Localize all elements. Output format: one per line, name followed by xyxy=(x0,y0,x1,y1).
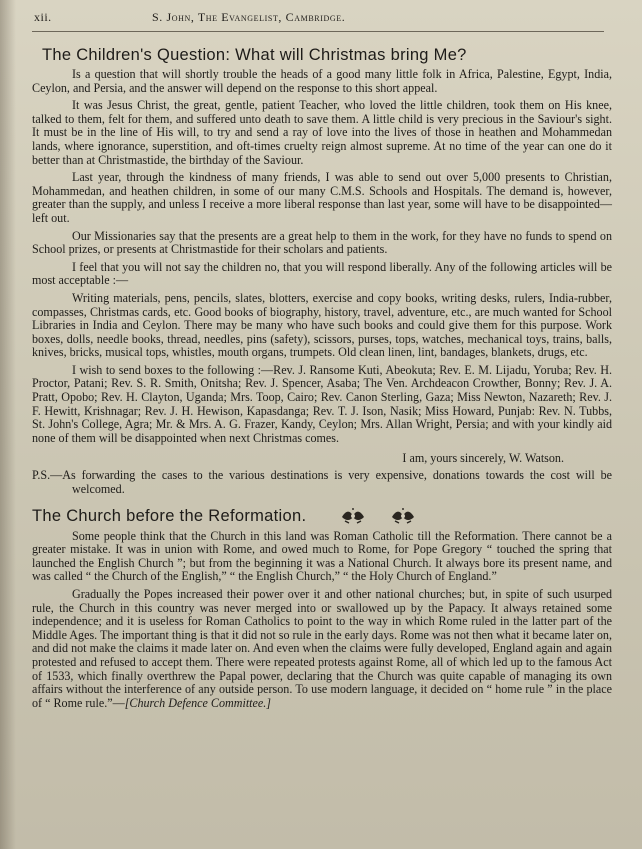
paragraph: Writing materials, pens, pencils, slates, blotters, exercise and copy books, writing desks, rulers, India-rubber, compasses, Christmas cards, etc. Good books of biography, history, travel, adventure, etc., are much wanted for School Libraries in India and Ceylon. There may be many who have such books and could give them for this purpose. Work boxes, dolls, needle books, thread, needles, pins (safety), scissors, purses, tops, watches, mechanical toys, trains, balls, knives, bricks, musical tops, whistles, mouth organs, trumpets. Old clean linen, lint, bandages, blankets, drugs, etc. xyxy=(32,290,612,360)
paragraph: Our Missionaries say that the presents are a great help to them in the work, for they have no funds to spend on School prizes, or presents at Christmastide for their scholars and patients. xyxy=(32,228,612,257)
running-head xyxy=(32,10,604,32)
page-number: xii. xyxy=(34,10,52,24)
article-body-church-reformation xyxy=(32,530,612,711)
paragraph: I wish to send boxes to the following :—Rev. J. Ransome Kuti, Abeokuta; Rev. E. M. Lijadu, Yoruba; Rev. H. Proctor, Patani; Rev. S. R. Smith, Onitsha; Rev. J. Spencer, Asaba; The Ven. Archdeacon Crowther, Bonny; Rev. J. A. Pratt, Opobo; Rev. H. Clayton, Uganda; Mrs. Toop, Cairo; Rev. Canon Sterling, Gaza; Miss Newton, Nazareth; Rev. J. F. Hewitt, Krishnagar; Rev. J. H. Hewison, Kapasdanga; Rev. T. J. Ison, Nasik; Miss Howard, Punjab: Rev. N. Tubbs, St. John's College, Agra; Mr. & Mrs. A. G. Frazer, Kandy, Ceylon; Mrs. Allan Wright, Persia; and with your kindly aid none of them will be disappointed when next Christmas comes. xyxy=(32,362,612,445)
paragraph xyxy=(32,588,612,710)
paragraph: Is a question that will shortly trouble the heads of a good many little folk in Africa, Palestine, Egypt, India, Ceylon, and Persia, and the answer will depend on the response to this short appeal. xyxy=(32,67,612,95)
floral-ornament-icon xyxy=(340,508,366,524)
paragraph-text: Gradually the Popes increased their power over it and other national churches; but, in spite of such usurped rule, the Church in this country was never merged into or swallowed up by the Papacy. It always retained some independence; and it is useless for Roman Catholics to point to the way in which Rome ruled in the latter part of the Middle Ages. The important thing is that it did not so rule in the early days. Rome was not then what it became later on, and did not make the claims it made later on. And even when the claims were fully developed, England again and again protested and refused to accept them. There were repeated protests against Rome, all of which led up to the famous Act of 1533, which finally overthrew the Papal power, declaring that the Church was quite capable of managing its own affairs without the interference of any outside person. To use modern language, it decided on “ home rule ” in the place of “ Rome rule.”— xyxy=(32,587,612,710)
floral-ornament-icon xyxy=(390,508,416,524)
signature: I am, yours sincerely, W. Watson. xyxy=(402,451,564,466)
article-body-childrens-question xyxy=(32,68,612,445)
paragraph: Last year, through the kindness of many friends, I was able to send out over 5,000 presents to Christian, Mohammedan, and heathen children, in some of our many C.M.S. Schools and Hospitals. The demand is, however, greater than the supply, and unless I receive a more liberal response than last year, some will have to be disappointed—left out. xyxy=(32,170,612,225)
article-title-childrens-question: The Children's Question: What will Christmas bring Me? xyxy=(42,46,467,64)
parish-title: S. John, The Evangelist, Cambridge. xyxy=(152,10,346,24)
paragraph: I feel that you will not say the children no, that you will respond liberally. Any of the following articles will be most acceptable :— xyxy=(32,259,612,288)
paragraph: Some people think that the Church in this land was Roman Catholic till the Reformation. There cannot be a greater mistake. It was in union with Rome, and owed much to Rome, for Pope Gregory “ touched the spring that launched the English Church ”; but from the beginning it was a National Church. It always bore its present name, and was called “ the Church of the English,” “ the English Church,” “ the Holy Church of England.” xyxy=(32,528,612,584)
postscript: P.S.—As forwarding the cases to the various destinations is very expensive, donations towards the cost will be welcomed. xyxy=(32,468,612,497)
article-title-church-reformation: The Church before the Reformation. xyxy=(32,506,307,525)
paragraph: It was Jesus Christ, the great, gentle, patient Teacher, who loved the little children, took them on His knee, talked to them, felt for them, and suffered unto death to save them. A little child is very precious in the Saviour's sight. It must be in the line of His will, to try and send a ray of love into the lives of those in heathen and Mohammedan lands, where ignorance, superstition, and oft-times cruelty reign almost supreme. At no time of the year can one do it better than at Christmastide, the birthday of the Saviour. xyxy=(32,98,612,167)
article-heading-row xyxy=(32,507,612,526)
source-citation: [Church Defence Committee.] xyxy=(124,695,272,710)
